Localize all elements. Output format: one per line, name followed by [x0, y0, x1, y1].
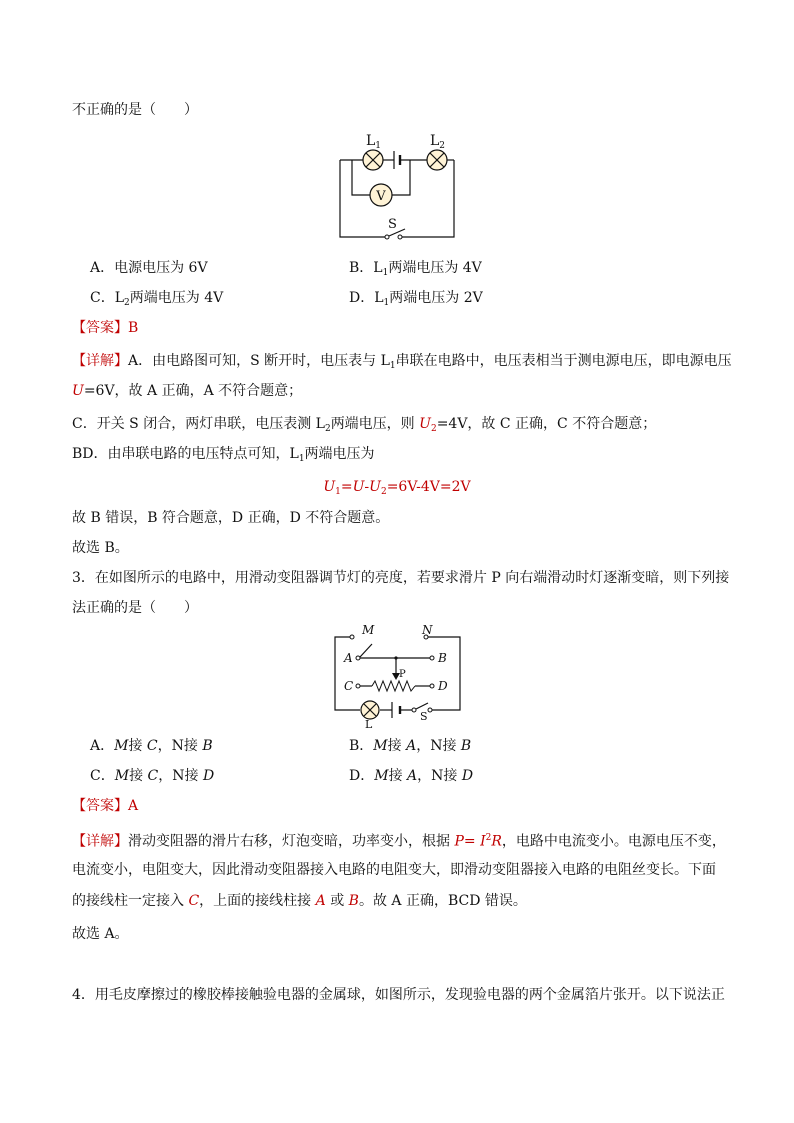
label-m: M [362, 623, 375, 637]
label-b: B [438, 651, 447, 665]
rheostat-coil-icon [372, 681, 415, 691]
label-a: A [344, 651, 353, 665]
label-s: S [420, 710, 428, 723]
q2-option-a: A．电源电压为 6V [90, 260, 208, 276]
q3-option-a: A．M接 C，N接 B [90, 738, 213, 754]
q3-detail-line-3: 的接线柱一定接入 C，上面的接线柱接 A 或 B。故 A 正确，BCD 错误。 [72, 893, 527, 909]
label-s: S [388, 217, 397, 232]
label-l1: $L_1$ [366, 133, 382, 151]
q3-answer: 【答案】A [72, 798, 139, 814]
label-c: C [344, 679, 354, 693]
label-d: D [438, 679, 448, 693]
q3-detail-line-1: 【详解】滑动变阻器的滑片右移，灯泡变暗，功率变小，根据 $P= I^2R$，电路中电流变小。电源电压不变， [72, 833, 726, 850]
q3-option-b: B．M接 A，N接 B [349, 738, 472, 754]
q3-conclusion: 故选 A。 [72, 926, 129, 942]
q3-stem-line-2: 法正确的是（ ） [72, 600, 198, 616]
q2-wire [400, 160, 454, 237]
q2-circuit-figure [330, 130, 470, 245]
q2-conclusion: 故选 B。 [72, 540, 129, 556]
q2-stem-tail: 不正确的是（ ） [72, 102, 198, 118]
switch-s-icon [416, 703, 428, 709]
q2-detail-line-4: BD．由串联电路的电压特点可知，$L_1$两端电压为 [72, 446, 375, 464]
voltmeter-label: V [376, 189, 386, 204]
label-l2: $L_2$ [430, 133, 446, 151]
q2-option-c: C．$L_2$两端电压为 4V [90, 290, 224, 308]
q3-circuit-figure [330, 622, 470, 732]
q4-stem: 4．用毛皮摩擦过的橡胶棒接触验电器的金属球，如图所示，发现验电器的两个金属箔片张开。以下说法正 [72, 987, 725, 1003]
q2-detail-line-3: C．开关 S 闭合，两灯串联，电压表测 $L_2$两端电压，则 $U_2=4V$，故 C 正确，C 不符合题意； [72, 416, 657, 434]
q2-detail-line-2: U=6V，故 A 正确，A 不符合题意； [72, 383, 303, 399]
q2-equation: $U_1=U-U_2=6V-4V=2V$ [323, 479, 471, 497]
q2-detail-line-5: 故 B 错误，B 符合题意，D 正确，D 不符合题意。 [72, 510, 390, 526]
q3-stem-line-1: 3．在如图所示的电路中，用滑动变阻器调节灯的亮度，若要求滑片 P 向右端滑动时灯逐渐变暗，则下列接 [72, 570, 730, 586]
label-l: L [365, 718, 373, 731]
label-n: N [422, 623, 433, 637]
q3-option-c: C．M接 C，N接 D [90, 768, 215, 784]
q2-option-d: D．$L_1$两端电压为 2V [349, 290, 483, 308]
q2-detail-line-1: 【详解】A．由电路图可知，S 断开时，电压表与 $L_1$串联在电路中，电压表相当于测电源电压，即电源电压 [72, 353, 732, 371]
q2-answer: 【答案】B [72, 320, 139, 336]
q3-detail-line-2: 电流变小，电阻变大，因此滑动变阻器接入电路的电阻变大，即滑动变阻器接入电路的电阻丝变长。下面 [72, 862, 716, 878]
label-p: P [399, 669, 406, 680]
q3-option-d: D．M接 A，N接 D [349, 768, 474, 784]
q2-option-b: B．$L_1$两端电压为 4V [349, 260, 482, 278]
